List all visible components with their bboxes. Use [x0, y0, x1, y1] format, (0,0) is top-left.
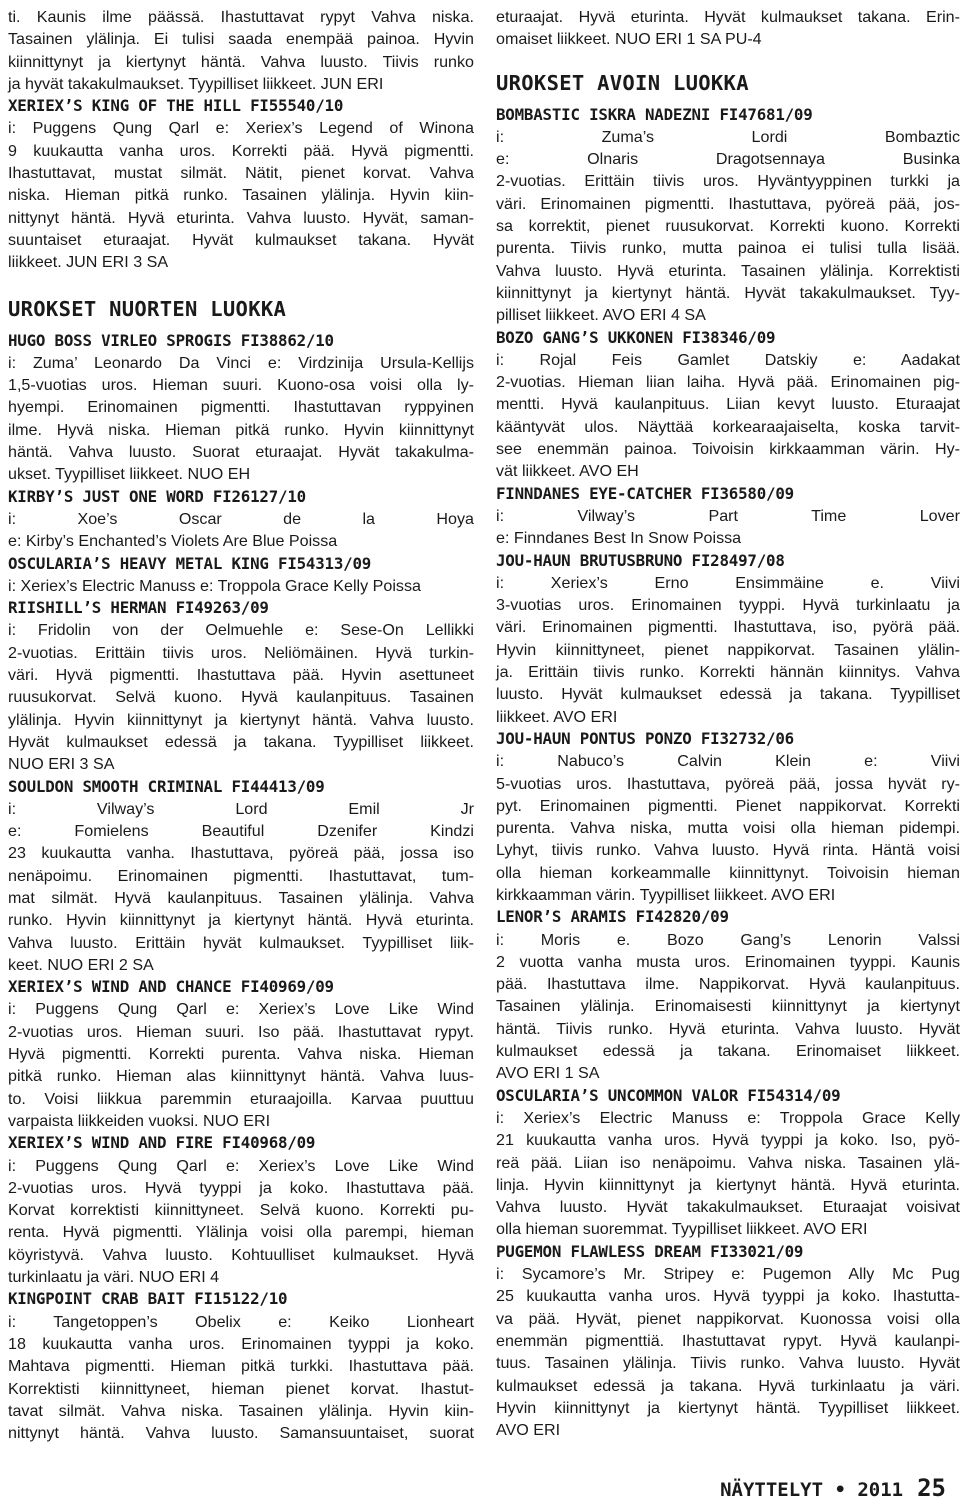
text-line: suuntaiset eturaajat. Hyvät kulmaukset takana. Hyvät — [8, 230, 474, 249]
dog-name: PUGEMON FLAWLESS DREAM FI33021/09 — [496, 1241, 804, 1261]
text-line: i: Puggens Qung Qarl e: Xeriex’s Legend of Winona — [8, 119, 474, 138]
text-line: sa korrektit, pienet ruusukorvat. Korrekti kuono. Korrekti — [496, 217, 960, 236]
text-line: Vahva luusto. Hyvä eturinta. Tasainen ylälinja. Korrektisti — [496, 261, 960, 280]
text-line: ilme. Hyvä niska. Hieman pitkä runko. Hyvin kiinnittynyt — [8, 420, 474, 439]
text-line: i: Xeriex’s Erno Ensimmäine e. Viivi — [496, 573, 960, 592]
dog-description — [8, 798, 474, 976]
text-line: niska. Hieman pitkä runko. Tasainen ylälinja. Hyvin kiin- — [8, 186, 474, 205]
text-line: Hyvä pigmentti. Korrekti purenta. Vahva niska. Hieman — [8, 1045, 474, 1064]
text-line: i: Tangetoppen’s Obelix e: Keiko Lionheart — [8, 1312, 474, 1331]
text-line: reä pää. Liian iso nenäpoimu. Vahva niska. Tasainen ylä- — [496, 1153, 960, 1172]
text-line: 2-vuotias. Erittäin tiivis uros. Hyväntyyppinen turkki ja — [496, 172, 960, 191]
text-line: ti. Kaunis ilme päässä. Ihastuttavat rypyt Vahva niska. — [8, 8, 474, 26]
text-line: i: Xoe’s Oscar de la Hoya — [8, 509, 474, 528]
text-line: renta. Hyvä pigmentti. Ylälinja voisi olla parempi, hieman — [8, 1223, 474, 1242]
text-line: väri. Erinomainen pigmentti. Ihastuttava, iso, pyörä pää. — [496, 618, 960, 637]
text-line: 3-vuotias uros. Erinomainen tyyppi. Hyvä turkinlaatu ja — [496, 596, 960, 615]
text-line: 2 vuotta vanha musta uros. Erinomainen tyyppi. Kaunis — [496, 952, 960, 971]
text-line: i: Rojal Feis Gamlet Datskiy e: Aadakat — [496, 350, 960, 369]
text-line: omaiset liikkeet. NUO ERI 1 SA PU-4 — [496, 30, 762, 49]
text-line: ja hyvät takakulmaukset. Tyypilliset liikkeet. JUN ERI — [8, 74, 384, 93]
text-line: 9 kuukautta vanha uros. Korrekti pää. Hyvä pigmentti. — [8, 141, 474, 160]
text-line: i: Sycamore’s Mr. Stripey e: Pugemon Ally Mc Pug — [496, 1265, 960, 1284]
dog-name: KIRBY’S JUST ONE WORD FI26127/10 — [8, 486, 306, 506]
text-line: ja. Erittäin tiivis runko. Korrekti hännän kiinnitys. Vahva — [496, 663, 960, 682]
text-line: i: Xeriex’s Electric Manuss e: Troppola Grace Kelly — [496, 1108, 960, 1127]
text-line: väri. Erinomainen pigmentti. Ihastuttava, pyöreä pää, jos- — [496, 194, 960, 213]
text-line: luusto. Hyvät kulmaukset edessä ja takana. Tyypilliset — [496, 685, 960, 704]
dog-name: XERIEX’S WIND AND FIRE FI40968/09 — [8, 1133, 316, 1153]
text-line: ylälinja. Hyvin kiinnittynyt ja kiertynyt häntä. Vahva luusto. — [8, 710, 474, 729]
text-line: olla hieman suoremmat. Tyypilliset liikkeet. AVO ERI — [496, 1220, 868, 1239]
text-line: e: Fomielens Beautiful Dzenifer Kindzi — [8, 822, 474, 841]
dog-name: JOU-HAUN BRUTUSBRUNO FI28497/08 — [496, 550, 785, 570]
text-line: Vahva luusto. Hyvät takakulmaukset. Eturaajat voisivat — [496, 1198, 960, 1217]
dog-description — [496, 929, 960, 1085]
dog-name: HUGO BOSS VIRLEO SPROGIS FI38862/10 — [8, 330, 334, 350]
text-line: Lyhyt, tiivis runko. Vahva luusto. Hyvä rinta. Häntä voisi — [496, 841, 960, 860]
page-number: 25 — [917, 1474, 946, 1502]
dog-description — [8, 619, 474, 775]
text-line: e: Finndanes Best In Snow Poissa — [496, 529, 742, 548]
text-line: keet. NUO ERI 2 SA — [8, 955, 154, 974]
text-line: nenäpoimu. Erinomainen pigmentti. Ihastuttavat, tum- — [8, 866, 474, 885]
dog-name: SOULDON SMOOTH CRIMINAL FI44413/09 — [8, 776, 325, 796]
dog-description — [8, 1311, 474, 1445]
text-line: Korvat korrektisti kiinnittyneet. Selvä kuono. Korrekti pu- — [8, 1201, 474, 1220]
text-line: see enemmän painoa. Toivoisin kirkkaamman värin. Hy- — [496, 440, 960, 459]
text-line: 2-vuotias uros. Hieman suuri. Iso pää. Ihastuttavat rypyt. — [8, 1022, 474, 1041]
text-line: kulmaukset edessä ja takana. Hyvä turkinlaatu ja väri. — [496, 1376, 960, 1395]
text-line: va pää. Hyvät, pienet nappikorvat. Kuonossa voisi olla — [496, 1309, 960, 1328]
text-line: i: Nabuco’s Calvin Klein e: Viivi — [496, 752, 960, 771]
text-line: Ihastuttavat, mustat silmät. Nätit, pienet korvat. Vahva — [8, 164, 474, 183]
text-line: Hyvin kiinnittyneet, pienet nappikorvat. Tasainen ylälin- — [496, 640, 960, 659]
section-heading: UROKSET AVOIN LUOKKA — [496, 70, 749, 95]
dog-name: BOMBASTIC ISKRA NADEZNI FI47681/09 — [496, 104, 813, 124]
text-line: 23 kuukautta vanha. Ihastuttava, pyöreä pää, jossa iso — [8, 844, 474, 863]
dog-name: OSCULARIA’S UNCOMMON VALOR FI54314/09 — [496, 1085, 841, 1105]
text-line: i: Vilway’s Part Time Lover — [496, 506, 960, 525]
text-line: mentti. Hyvä kaulanpituus. Liian kevyt luusto. Eturaajat — [496, 395, 960, 414]
dog-name: KINGPOINT CRAB BAIT FI15122/10 — [8, 1289, 288, 1309]
dog-description — [8, 575, 474, 597]
text-line: i: Xeriex’s Electric Manuss e: Troppola Grace Kelly Poissa — [8, 576, 421, 595]
text-line: ukset. Tyypilliset liikkeet. NUO EH — [8, 465, 251, 484]
text-line: i: Fridolin von der Oelmuehle e: Sese-On Lellikki — [8, 621, 474, 640]
text-line: 21 kuukautta vanha uros. Hyvä tyyppi ja koko. Iso, pyö- — [496, 1131, 960, 1150]
footer-label: NÄYTTELYT • 2011 — [720, 1479, 904, 1501]
dog-description — [8, 998, 474, 1132]
text-line: kulmaukset edessä ja takana. Erinomaiset liikkeet. — [496, 1042, 960, 1061]
dog-name: OSCULARIA’S HEAVY METAL KING FI54313/09 — [8, 553, 372, 573]
text-line: NUO ERI 3 SA — [8, 755, 115, 774]
text-line: linja. Hyvin kiinnittynyt ja kiertynyt häntä. Hyvä eturinta. — [496, 1175, 960, 1194]
left-column — [8, 6, 474, 1444]
intro-paragraph — [496, 6, 960, 51]
text-line: 2-vuotias uros. Hyvä tyyppi ja koko. Ihastuttava pää. — [8, 1178, 474, 1197]
dog-description — [496, 126, 960, 327]
text-line: 18 kuukautta vanha uros. Erinomainen tyyppi ja koko. — [8, 1334, 474, 1353]
dog-description — [496, 1263, 960, 1441]
text-line: Vahva luusto. Erittäin hyvät kulmaukset. Tyypilliset liik- — [8, 933, 474, 952]
text-line: liikkeet. JUN ERI 3 SA — [8, 253, 169, 272]
text-line: 2-vuotias. Hieman liian laiha. Hyvä pää. Erinomainen pig- — [496, 373, 960, 392]
dog-description — [8, 117, 474, 273]
text-line: kääntyvät ulos. Näyttää korkearaajaiselta, koska tarvit- — [496, 417, 960, 436]
text-line: tuus. Tasainen ylälinja. Tiivis runko. Vahva luusto. Hyvät — [496, 1354, 960, 1373]
text-line: i: Moris e. Bozo Gang’s Lenorin Valssi — [496, 930, 960, 949]
text-line: tavat silmät. Vahva niska. Tasainen ylälinja. Hyvin kiin- — [8, 1401, 474, 1420]
text-line: häntä. Vahva luusto. Suorat eturaajat. Hyvät takakulma- — [8, 443, 474, 462]
text-line: Tasainen ylälinja. Erinomaisesti kiinnittynyt ja kiertynyt — [496, 997, 960, 1016]
dog-name: BOZO GANG’S UKKONEN FI38346/09 — [496, 327, 776, 347]
text-line: 1,5-vuotias uros. Hieman suuri. Kuono-osa voisi olla ly- — [8, 376, 474, 395]
text-line: väri. Hyvä pigmentti. Ihastuttava pää. Hyvin asettuneet — [8, 666, 474, 685]
dog-description — [496, 349, 960, 483]
text-line: 2-vuotias. Erittäin tiivis uros. Neliömäinen. Hyvä turkin- — [8, 643, 474, 662]
text-line: mat silmät. Hyvä kaulanpituus. Tasainen ylälinja. Vahva — [8, 888, 474, 907]
text-line: eturaajat. Hyvä eturinta. Hyvät kulmaukset takana. Erin- — [496, 8, 960, 26]
text-line: Tasainen ylälinja. Ei tulisi saada enempää painoa. Hyvin — [8, 30, 474, 49]
text-line: i: Zuma’s Lordi Bombaztic — [496, 127, 960, 146]
text-line: liikkeet. AVO ERI — [496, 707, 618, 726]
dog-name: JOU-HAUN PONTUS PONZO FI32732/06 — [496, 728, 794, 748]
text-line: Hyvät kulmaukset edessä ja takana. Tyypilliset liikkeet. — [8, 732, 474, 751]
text-line: 25 kuukautta vanha uros. Hyvä tyyppi ja koko. Ihastutta- — [496, 1287, 960, 1306]
text-line: nittynyt häntä. Hyvä eturinta. Vahva luusto. Hyvät, saman- — [8, 208, 474, 227]
text-line: nittynyt häntä. Vahva luusto. Samansuuntaiset, suorat — [8, 1424, 474, 1443]
text-line: e: Kirby’s Enchanted’s Violets Are Blue Poissa — [8, 532, 338, 551]
text-line: pää. Ihastuttava ilme. Nappikorvat. Hyvä kaulanpituus. — [496, 975, 960, 994]
text-line: häntä. Tiivis runko. Hyvä eturinta. Vahva luusto. Hyvät — [496, 1019, 960, 1038]
text-line: pyt. Erinomainen pigmentti. Pienet nappikorvat. Korrekti — [496, 796, 960, 815]
dog-name: XERIEX’S WIND AND CHANCE FI40969/09 — [8, 977, 334, 997]
text-line: runko. Hyvin kiinnittynyt ja kiertynyt häntä. Hyvä eturinta. — [8, 911, 474, 930]
dog-description — [496, 750, 960, 906]
text-line: turkinlaatu ja väri. NUO ERI 4 — [8, 1268, 220, 1287]
text-line: i: Vilway’s Lord Emil Jr — [8, 799, 474, 818]
text-line: 5-vuotias uros. Ihastuttava, pyöreä pää, jossa hyvät ry- — [496, 774, 960, 793]
dog-name: LENOR’S ARAMIS FI42820/09 — [496, 907, 729, 927]
dog-name: XERIEX’S KING OF THE HILL FI55540/10 — [8, 96, 344, 116]
dog-name: RIISHILL’S HERMAN FI49263/09 — [8, 598, 269, 618]
text-line: hyempi. Erinomainen pigmentti. Ihastuttavan ryppyinen — [8, 398, 474, 417]
text-line: Hyvin kiinnittynyt ja kiertynyt häntä. Tyypilliset liikkeet. — [496, 1398, 960, 1417]
text-line: Mahtava pigmentti. Hieman pitkä turkki. Ihastuttava pää. — [8, 1357, 474, 1376]
dog-description — [8, 1155, 474, 1289]
text-line: olla hieman korkeammalle kiinnittynyt. Toivoisin hieman — [496, 863, 960, 882]
text-line: purenta. Tiivis runko, mutta painoa ei tulisi tulla lisää. — [496, 239, 960, 258]
dog-description — [496, 572, 960, 728]
dog-description — [496, 1107, 960, 1241]
text-line: kiinnittynyt ja kiertynyt häntä. Hyvät takakulmaukset. Tyy- — [496, 283, 960, 302]
text-line: ruusukorvat. Selvä kuono. Hyvä kaulanpituus. Tasainen — [8, 688, 474, 707]
section-heading: UROKSET NUORTEN LUOKKA — [8, 296, 287, 321]
text-line: i: Puggens Qung Qarl e: Xeriex’s Love Like Wind — [8, 1156, 474, 1175]
text-line: AVO ERI — [496, 1421, 561, 1440]
right-column — [496, 6, 960, 1441]
text-line: köyristyvä. Vahva luusto. Kohtuulliset kulmaukset. Hyvä — [8, 1245, 474, 1264]
page-footer — [720, 1476, 946, 1502]
text-line: kiinnittynyt ja kiertynyt häntä. Vahva luusto. Tiivis runko — [8, 52, 474, 71]
text-line: pilliset liikkeet. AVO ERI 4 SA — [496, 306, 706, 325]
text-line: varpaista liikkeiden vuoksi. NUO ERI — [8, 1111, 271, 1130]
dog-name: FINNDANES EYE-CATCHER FI36580/09 — [496, 483, 794, 503]
text-line: e: Olnaris Dragotsennaya Businka — [496, 150, 960, 169]
dog-description — [8, 508, 474, 553]
text-line: AVO ERI 1 SA — [496, 1064, 600, 1083]
text-line: i: Puggens Qung Qarl e: Xeriex’s Love Like Wind — [8, 1000, 474, 1019]
text-line: to. Voisi liikkua paremmin eturaajoilla. Karvaa puuttuu — [8, 1089, 474, 1108]
text-line: i: Zuma’ Leonardo Da Vinci e: Virdzinija Ursula-Kellijs — [8, 353, 474, 372]
text-line: Korrektisti kiinnittyneet, hieman pienet korvat. Ihastut- — [8, 1379, 474, 1398]
text-line: vät liikkeet. AVO EH — [496, 462, 639, 481]
text-line: pitkä runko. Hieman alas kiinnittynyt häntä. Vahva luus- — [8, 1067, 474, 1086]
dog-description — [496, 505, 960, 550]
text-line: purenta. Vahva niska, mutta voisi olla hieman pidempi. — [496, 819, 960, 838]
intro-paragraph — [8, 6, 474, 95]
text-line: kirkkaamman värin. Tyypilliset liikkeet. AVO ERI — [496, 885, 836, 904]
text-line: enemmän pigmenttiä. Ihastuttavat rypyt. Hyvä kaulanpi- — [496, 1331, 960, 1350]
dog-description — [8, 352, 474, 486]
